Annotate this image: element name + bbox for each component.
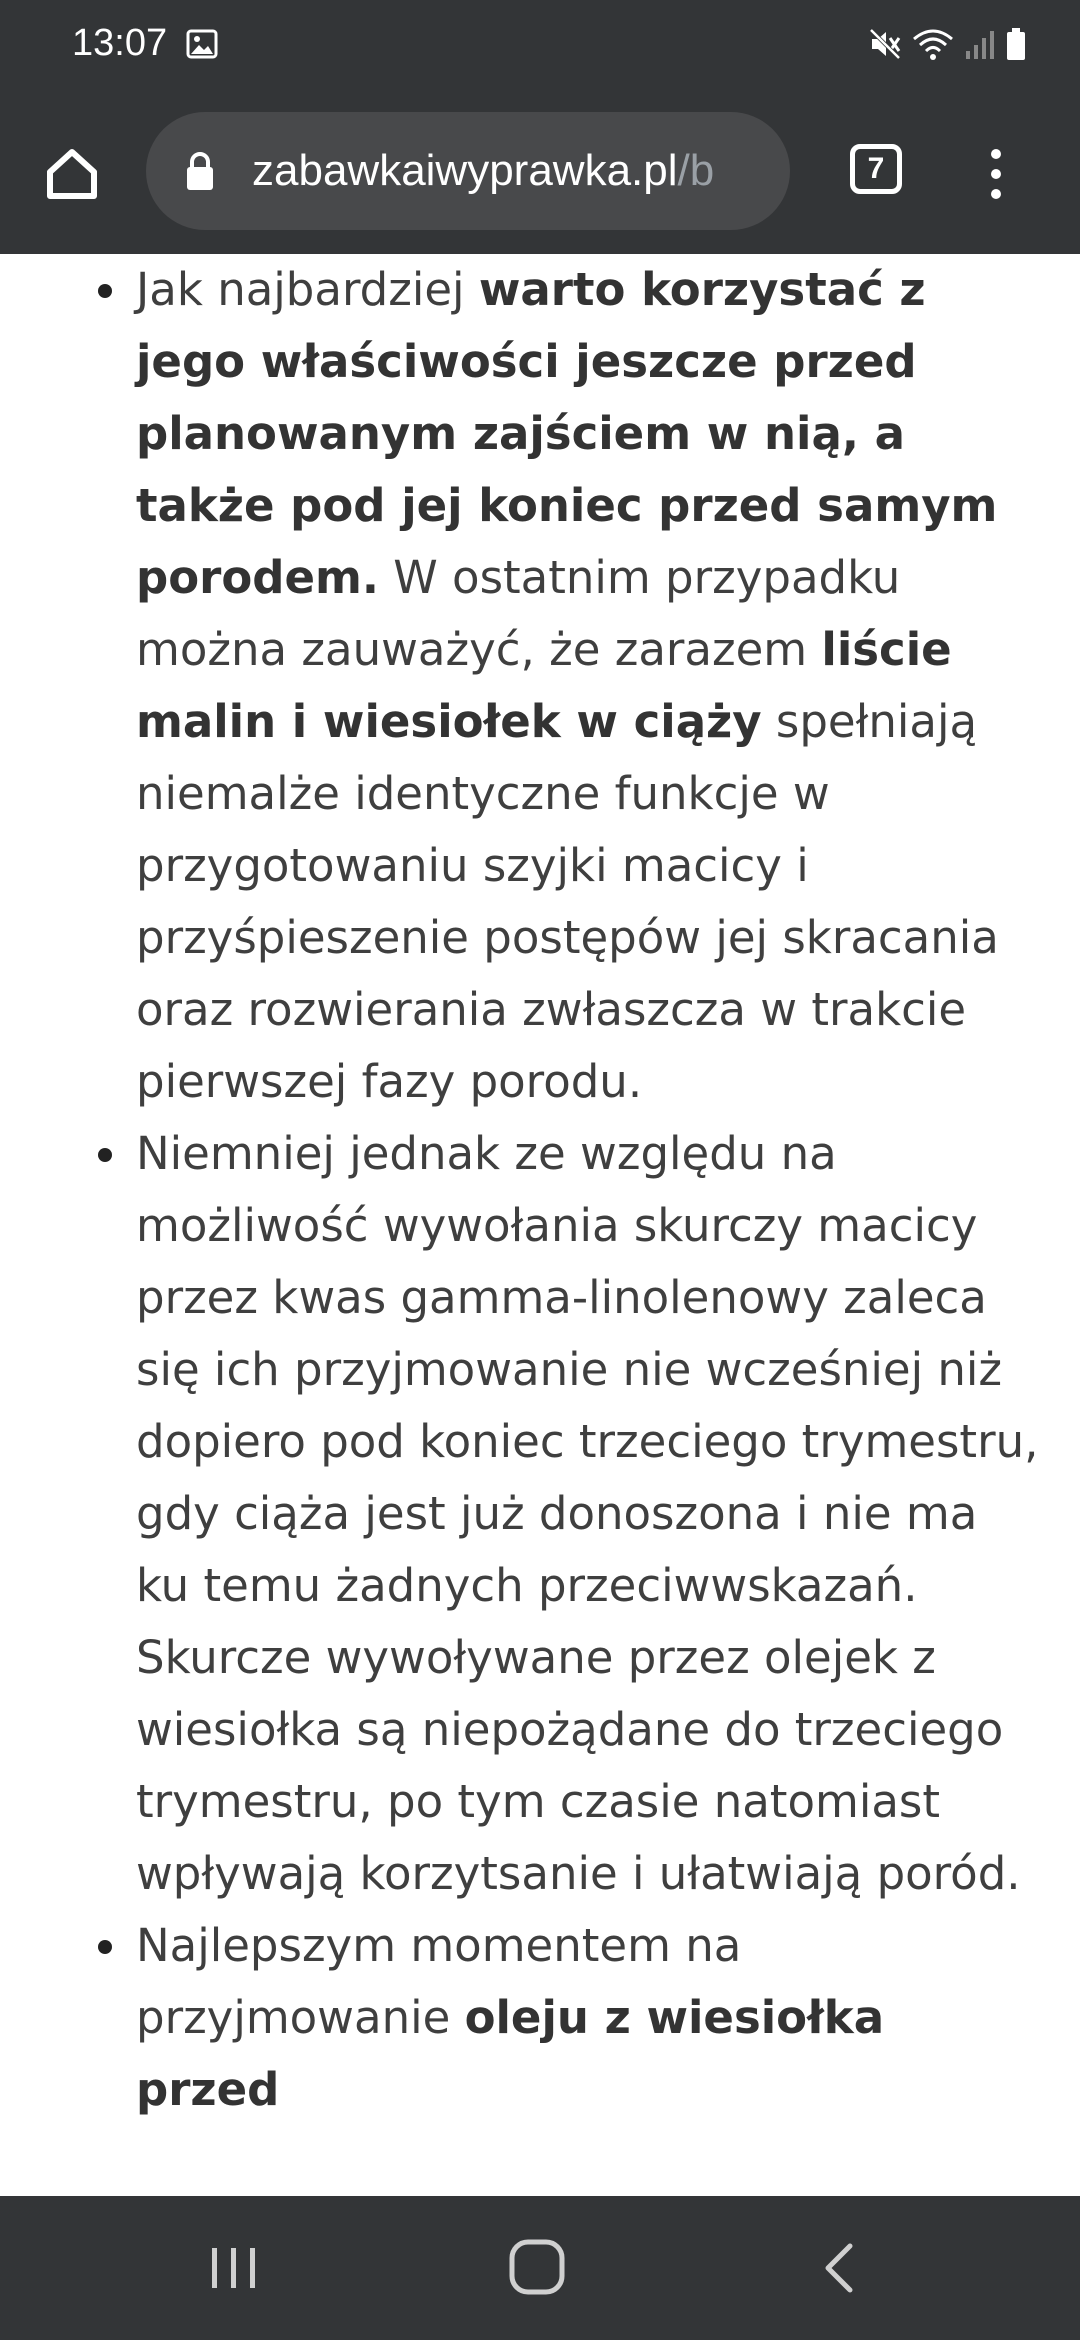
photo-icon [186, 28, 218, 60]
article-content [0, 254, 1080, 2196]
bold-text: warto korzystać z jego właściwości jeszcze przed planowanym zajściem w nią, a także pod jej koniec przed samym porodem. [136, 263, 998, 604]
browser-toolbar [0, 90, 1080, 254]
tab-switcher-button[interactable] [850, 144, 902, 194]
system-nav-bar [0, 2196, 1080, 2340]
wifi-icon [912, 27, 954, 61]
home-icon [42, 144, 102, 204]
more-vert-icon[interactable] [970, 136, 1022, 212]
url-host: zabawkaiwyprawka.pl [252, 146, 678, 195]
url-text[interactable] [252, 142, 714, 200]
mute-icon [868, 27, 902, 61]
bullet-icon [98, 1148, 112, 1162]
text-run: Najlepszym momentem na przyjmowanie [136, 1919, 742, 2044]
text-run: Jak najbardziej [136, 263, 479, 316]
list-item [0, 254, 1080, 1118]
status-bar [0, 0, 1080, 90]
bold-text: oleju z wiesiołka przed [136, 1991, 885, 2116]
home-button[interactable] [34, 136, 110, 212]
url-bar[interactable] [146, 112, 790, 230]
home-circle-icon[interactable] [508, 2238, 566, 2296]
list-item [0, 1118, 1080, 1910]
bold-text: liście malin i wiesiołek w ciąży [136, 623, 952, 748]
lock-icon [184, 150, 216, 192]
article-bullet-list [0, 254, 1080, 2126]
status-time: 13:07 [72, 22, 168, 64]
back-icon[interactable] [818, 2240, 858, 2296]
bullet-icon [98, 284, 112, 298]
menu-dot [991, 169, 1001, 179]
list-item [0, 1910, 1080, 2126]
bullet-icon [98, 1940, 112, 1954]
menu-dot [991, 189, 1001, 199]
text-run: Niemniej jednak ze względu na możliwość wywołania skurczy macicy przez kwas gamma-linolenowy zaleca się ich przyjmowanie nie wcześniej niż dopiero pod koniec trzeciego trymestru, gdy ciąża jest już donoszona i nie ma ku temu żadnych przeciwwskazań. Skurcze wywoływane przez olejek z wiesiołka są niepożądane do trzeciego trymestru, po tym czasie natomiast wpływają korzytsanie i ułatwiają poród. [136, 1127, 1039, 1900]
text-run: spełniają niemalże identyczne funkcje w przygotowaniu szyjki macicy i przyśpieszenie postępów jej skracania oraz rozwierania zwłaszcza w trakcie pierwszej fazy porodu. [136, 695, 999, 1108]
recents-icon[interactable] [208, 2244, 260, 2292]
battery-icon [1006, 27, 1026, 61]
text-run: W ostatnim przypadku można zauważyć, że zarazem [136, 551, 901, 676]
status-icons [868, 24, 1026, 64]
tab-count: 7 [867, 152, 885, 185]
signal-icon [964, 27, 996, 61]
menu-dot [991, 149, 1001, 159]
url-path: /b [677, 146, 715, 195]
